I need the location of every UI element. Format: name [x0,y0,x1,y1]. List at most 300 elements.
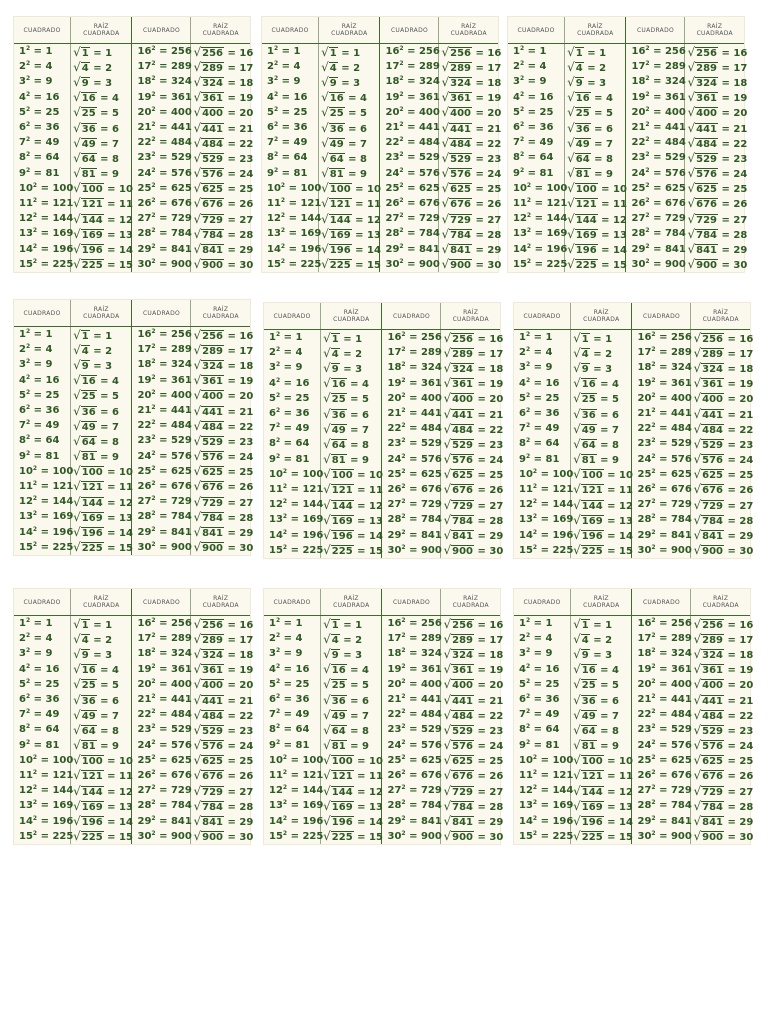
table-row [514,512,750,527]
squares-table-card-7 [14,589,254,844]
square-cell: $4^2 = 16$ [519,376,560,389]
square-cell: $7^2 = 49$ [519,708,560,721]
root-cell: √676 = 26 [691,768,750,783]
root-cell: √81 = 9 [321,738,382,753]
table-row [262,196,498,211]
table-row [514,360,750,375]
radical-icon: √ [693,616,702,631]
square-cell: $4^2 = 16$ [269,376,310,389]
radical-icon: √ [443,330,452,345]
radical-icon: √ [323,829,331,844]
radical-icon: √ [321,105,329,120]
radical-icon: √ [73,479,81,494]
table-row [264,497,500,512]
table-row [514,722,750,737]
root-cell: √900 = 30 [439,257,498,272]
square-cell: $1^2 = 1$ [269,331,303,344]
root-cell: √64 = 8 [571,436,632,451]
radical-icon: √ [567,59,575,74]
squares-table [514,589,754,844]
radical-icon: √ [693,497,702,512]
root-cell: √256 = 16 [439,44,498,60]
radical-icon: √ [441,90,450,105]
header-row [262,17,498,44]
radical-icon: √ [193,59,202,74]
square-cell: $25^2 = 625$ [380,181,439,196]
root-cell: √529 = 23 [691,722,750,737]
header-row [14,17,250,44]
radical-icon: √ [441,105,450,120]
table-row [14,738,250,753]
radical-icon: √ [193,74,202,89]
root-cell: √900 = 30 [191,257,250,272]
square-cell: $15^2 = 225$ [267,257,322,270]
radical-icon: √ [443,677,452,692]
radical-icon: √ [567,120,575,135]
square-cell: $26^2 = 676$ [382,768,441,783]
root-cell: √324 = 18 [441,646,500,661]
square-cell: $12^2 = 144$ [269,784,324,797]
table-row [14,388,250,403]
table-row [14,418,250,433]
header-square-2: CUADRADO [132,589,191,616]
table-row [14,196,250,211]
radical-icon: √ [73,616,81,631]
radical-icon: √ [193,677,202,692]
radical-icon: √ [193,494,202,509]
square-cell: $22^2 = 484$ [626,135,685,150]
radical-icon: √ [443,376,452,391]
root-cell: √225 = 15 [71,257,132,272]
root-cell: √841 = 29 [685,241,744,256]
radical-icon: √ [687,120,696,135]
radical-icon: √ [573,391,581,406]
root-cell: √361 = 19 [441,376,500,391]
root-cell: √729 = 27 [691,497,750,512]
table-row [14,813,250,828]
root-cell: √16 = 4 [571,376,632,391]
square-cell: $3^2 = 9$ [513,75,547,88]
root-cell: √289 = 17 [191,631,250,646]
root-cell: √441 = 21 [441,692,500,707]
header-square-2: CUADRADO [626,17,685,44]
radical-icon: √ [441,181,450,196]
root-cell: √169 = 13 [571,798,632,813]
square-cell: $18^2 = 324$ [382,360,441,375]
table-row [14,540,250,555]
table-row [514,376,750,391]
header-row [14,300,250,327]
square-cell: $9^2 = 81$ [519,738,560,751]
square-cell: $3^2 = 9$ [269,361,303,374]
square-cell: $23^2 = 529$ [132,150,191,165]
table-row [14,798,250,813]
table-row [14,449,250,464]
root-cell: √676 = 26 [191,479,250,494]
root-cell: √841 = 29 [191,241,250,256]
radical-icon: √ [693,391,702,406]
root-cell: √196 = 14 [321,813,382,828]
root-cell: √121 = 11 [71,768,132,783]
root-cell: √625 = 25 [191,753,250,768]
radical-icon: √ [193,196,202,211]
radical-icon: √ [567,105,575,120]
square-cell: $11^2 = 121$ [519,768,574,781]
radical-icon: √ [687,150,696,165]
table-row [14,479,250,494]
root-cell: √529 = 23 [441,722,500,737]
radical-icon: √ [441,196,450,211]
radical-icon: √ [73,418,81,433]
radical-icon: √ [323,722,331,737]
table-row [262,211,498,226]
square-cell: $24^2 = 576$ [382,452,441,467]
square-cell: $9^2 = 81$ [513,166,554,179]
table-row [514,421,750,436]
root-cell: √784 = 28 [691,798,750,813]
table-row [514,330,750,346]
square-cell: $26^2 = 676$ [380,196,439,211]
radical-icon: √ [573,753,581,768]
square-cell: $11^2 = 121$ [269,482,324,495]
radical-icon: √ [321,44,329,59]
root-cell: √256 = 16 [685,44,744,60]
radical-icon: √ [693,631,702,646]
root-cell: √900 = 30 [441,543,500,558]
square-cell: $2^2 = 4$ [269,632,303,645]
root-cell: √144 = 12 [571,783,632,798]
radical-icon: √ [443,692,452,707]
square-cell: $13^2 = 169$ [19,799,74,812]
square-cell: $16^2 = 256$ [382,330,441,346]
radical-icon: √ [687,135,696,150]
root-cell: √100 = 10 [319,181,380,196]
radical-icon: √ [193,181,202,196]
square-cell: $6^2 = 36$ [19,693,60,706]
table-row [264,646,500,661]
radical-icon: √ [73,90,81,105]
root-cell: √484 = 22 [191,135,250,150]
root-cell: √784 = 28 [191,226,250,241]
table-row [508,166,744,181]
square-cell: $26^2 = 676$ [632,768,691,783]
root-cell: √49 = 7 [565,135,626,150]
square-cell: $27^2 = 729$ [632,783,691,798]
root-cell: √121 = 11 [321,768,382,783]
radical-icon: √ [573,512,581,527]
root-cell: √4 = 2 [71,59,132,74]
root-cell: √121 = 11 [71,479,132,494]
root-cell: √49 = 7 [571,707,632,722]
root-cell: √625 = 25 [441,467,500,482]
root-cell: √400 = 20 [441,677,500,692]
square-cell: $15^2 = 225$ [269,829,324,842]
square-cell: $22^2 = 484$ [632,421,691,436]
root-cell: √625 = 25 [191,181,250,196]
root-cell: √4 = 2 [321,345,382,360]
square-cell: $8^2 = 64$ [269,437,310,450]
root-cell: √289 = 17 [191,59,250,74]
root-cell: √361 = 19 [441,662,500,677]
radical-icon: √ [573,738,581,753]
radical-icon: √ [443,707,452,722]
radical-icon: √ [73,403,81,418]
square-cell: $25^2 = 625$ [626,181,685,196]
table-row [514,391,750,406]
table-row [262,241,498,256]
radical-icon: √ [693,482,702,497]
square-cell: $15^2 = 225$ [519,829,574,842]
radical-icon: √ [693,421,702,436]
root-cell: √289 = 17 [685,59,744,74]
square-cell: $27^2 = 729$ [382,497,441,512]
radical-icon: √ [193,257,202,272]
square-cell: $13^2 = 169$ [519,513,574,526]
radical-icon: √ [193,388,202,403]
square-cell: $5^2 = 25$ [519,391,560,404]
square-cell: $26^2 = 676$ [626,196,685,211]
square-cell: $4^2 = 16$ [519,662,560,675]
radical-icon: √ [443,783,452,798]
root-cell: √225 = 15 [565,257,626,272]
square-cell: $7^2 = 49$ [269,422,310,435]
table-row [14,494,250,509]
radical-icon: √ [687,242,696,257]
root-cell: √144 = 12 [71,494,132,509]
square-cell: $17^2 = 289$ [382,631,441,646]
radical-icon: √ [73,135,81,150]
root-cell: √196 = 14 [571,527,632,542]
root-cell: √1 = 1 [71,327,132,343]
squares-table [264,303,504,558]
radical-icon: √ [687,257,696,272]
squares-table [514,303,754,558]
square-cell: $20^2 = 400$ [132,677,191,692]
square-cell: $3^2 = 9$ [19,647,53,660]
root-cell: √144 = 12 [571,497,632,512]
radical-icon: √ [573,452,581,467]
square-cell: $23^2 = 529$ [382,436,441,451]
header-root-2: RAÍZ CUADRADA [685,17,744,44]
root-cell: √484 = 22 [685,135,744,150]
root-cell: √529 = 23 [439,150,498,165]
root-cell: √36 = 6 [321,406,382,421]
radical-icon: √ [573,722,581,737]
radical-icon: √ [73,494,81,509]
squares-table-card-4 [14,300,254,555]
table-row [514,345,750,360]
square-cell: $11^2 = 121$ [19,479,74,492]
squares-table [508,17,748,272]
radical-icon: √ [567,226,575,241]
radical-icon: √ [321,211,329,226]
root-cell: √289 = 17 [441,631,500,646]
square-cell: $16^2 = 256$ [632,616,691,632]
radical-icon: √ [193,646,202,661]
square-cell: $3^2 = 9$ [19,75,53,88]
table-row [508,135,744,150]
square-cell: $21^2 = 441$ [382,692,441,707]
square-cell: $17^2 = 289$ [132,59,191,74]
header-square-2: CUADRADO [382,303,441,330]
root-cell: √25 = 5 [71,105,132,120]
radical-icon: √ [73,540,81,555]
radical-icon: √ [573,768,581,783]
radical-icon: √ [321,59,329,74]
square-cell: $26^2 = 676$ [132,768,191,783]
square-cell: $9^2 = 81$ [19,449,60,462]
square-cell: $2^2 = 4$ [19,632,53,645]
root-cell: √529 = 23 [685,150,744,165]
square-cell: $19^2 = 361$ [132,90,191,105]
table-row [264,768,500,783]
table-row [14,646,250,661]
table-row [264,707,500,722]
radical-icon: √ [693,360,702,375]
table-row [14,753,250,768]
radical-icon: √ [323,692,331,707]
table-row [14,135,250,150]
radical-icon: √ [443,616,452,631]
radical-icon: √ [573,360,581,375]
radical-icon: √ [321,226,329,241]
radical-icon: √ [687,196,696,211]
radical-icon: √ [573,677,581,692]
table-row [14,677,250,692]
table-row [14,90,250,105]
root-cell: √529 = 23 [441,436,500,451]
header-root-2: RAÍZ CUADRADA [441,589,500,616]
root-cell: √121 = 11 [565,196,626,211]
square-cell: $5^2 = 25$ [19,388,60,401]
square-cell: $5^2 = 25$ [519,677,560,690]
root-cell: √256 = 16 [441,330,500,346]
square-cell: $1^2 = 1$ [19,328,53,341]
square-cell: $13^2 = 169$ [513,227,568,240]
square-cell: $5^2 = 25$ [19,105,60,118]
radical-icon: √ [567,196,575,211]
square-cell: $5^2 = 25$ [267,105,308,118]
header-root-2: RAÍZ CUADRADA [441,303,500,330]
square-cell: $13^2 = 169$ [267,227,322,240]
radical-icon: √ [193,768,202,783]
square-cell: $13^2 = 169$ [269,799,324,812]
square-cell: $12^2 = 144$ [19,784,74,797]
square-cell: $29^2 = 841$ [632,527,691,542]
table-row [264,436,500,451]
square-cell: $16^2 = 256$ [626,44,685,60]
root-cell: √36 = 6 [71,692,132,707]
radical-icon: √ [193,90,202,105]
table-row [14,616,250,632]
square-cell: $18^2 = 324$ [380,74,439,89]
square-cell: $29^2 = 841$ [382,527,441,542]
root-cell: √9 = 3 [321,646,382,661]
root-cell: √324 = 18 [191,74,250,89]
square-cell: $7^2 = 49$ [19,419,60,432]
radical-icon: √ [443,646,452,661]
root-cell: √4 = 2 [571,345,632,360]
root-cell: √9 = 3 [71,357,132,372]
header-root-2: RAÍZ CUADRADA [191,300,250,327]
header-root-2: RAÍZ CUADRADA [191,17,250,44]
square-cell: $18^2 = 324$ [382,646,441,661]
radical-icon: √ [693,768,702,783]
table-row [14,241,250,256]
square-cell: $11^2 = 121$ [19,768,74,781]
table-row [264,527,500,542]
root-cell: √9 = 3 [571,646,632,661]
root-cell: √121 = 11 [571,482,632,497]
table-row [514,692,750,707]
radical-icon: √ [573,497,581,512]
radical-icon: √ [693,543,702,558]
root-cell: √400 = 20 [691,677,750,692]
square-cell: $13^2 = 169$ [19,510,74,523]
radical-icon: √ [573,692,581,707]
square-cell: $20^2 = 400$ [380,105,439,120]
table-row [264,360,500,375]
header-square: CUADRADO [264,589,321,616]
radical-icon: √ [73,753,81,768]
radical-icon: √ [441,120,450,135]
square-cell: $24^2 = 576$ [382,738,441,753]
table-row [508,74,744,89]
table-row [14,150,250,165]
radical-icon: √ [323,360,331,375]
root-cell: √441 = 21 [691,692,750,707]
table-row [264,813,500,828]
square-cell: $9^2 = 81$ [519,452,560,465]
table-row [264,543,500,558]
root-cell: √784 = 28 [441,512,500,527]
square-cell: $29^2 = 841$ [132,241,191,256]
radical-icon: √ [687,166,696,181]
square-cell: $13^2 = 169$ [519,799,574,812]
square-cell: $4^2 = 16$ [19,373,60,386]
header-row [264,589,500,616]
radical-icon: √ [323,330,331,345]
square-cell: $5^2 = 25$ [269,677,310,690]
square-cell: $27^2 = 729$ [132,494,191,509]
square-cell: $16^2 = 256$ [132,616,191,632]
squares-table [14,589,254,844]
square-cell: $27^2 = 729$ [132,783,191,798]
table-row [14,59,250,74]
header-root: RAÍZ CUADRADA [71,300,132,327]
radical-icon: √ [567,242,575,257]
radical-icon: √ [443,482,452,497]
header-square: CUADRADO [14,589,71,616]
table-row [14,509,250,524]
square-cell: $8^2 = 64$ [519,437,560,450]
root-cell: √1 = 1 [571,330,632,346]
root-cell: √529 = 23 [191,433,250,448]
root-cell: √144 = 12 [319,211,380,226]
square-cell: $3^2 = 9$ [519,361,553,374]
radical-icon: √ [693,528,702,543]
radical-icon: √ [693,646,702,661]
table-row [514,829,750,844]
square-cell: $2^2 = 4$ [519,632,553,645]
root-cell: √441 = 21 [191,120,250,135]
radical-icon: √ [573,631,581,646]
square-cell: $27^2 = 729$ [132,211,191,226]
radical-icon: √ [73,242,81,257]
radical-icon: √ [323,798,331,813]
radical-icon: √ [73,74,81,89]
radical-icon: √ [443,814,452,829]
